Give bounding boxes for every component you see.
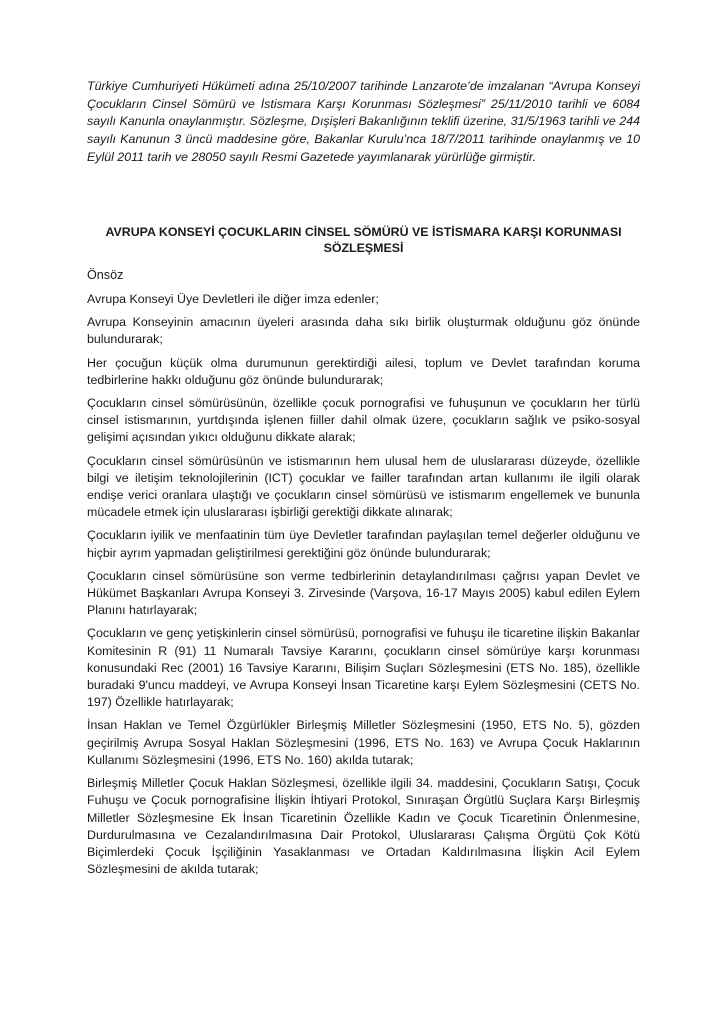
paragraph: Çocukların ve genç yetişkinlerin cinsel sömürüsü, pornografisi ve fuhuşu ile ticaretine ilişkin Bakanlar Komitesinin R (91) 11 Numaralı Tavsiye Kararını, çocukların cinsel sömürüye karşı korunması konusundaki Rec (2001) 16 Tavsiye Kararını, Bilişim Suçları Sözleşmesini (ETS No. 185), özellikle buradaki 9'uncu maddeyi, ve Avrupa Konseyi İnsan Ticaretine karşı Eylem Sözleşmesini (CETS No. 197) Özellikle hatırlayarak; bbox=[87, 626, 640, 710]
paragraph: Çocukların cinsel sömürüsünün, özellikle çocuk pornografisi ve fuhuşunun ve çocukların her türlü cinsel istismarının, yurtdışında işlenen fiiller dahil olmak üzere, çocukların sağlık ve psiko-sosyal gelişimi açısından yıkıcı olduğunu dikkate alarak; bbox=[87, 396, 640, 445]
paragraph: İnsan Haklan ve Temel Özgürlükler Birleşmiş Milletler Sözleşmesini (1950, ETS No. 5), gözden geçirilmiş Avrupa Sosyal Haklan Sözleşmesini (1996, ETS No. 163) ve Avrupa Çocuk Haklarının Kullanımı Sözleşmesini (1996, ETS No. 160) akılda tutarak; bbox=[87, 718, 640, 767]
document-title: AVRUPA KONSEYİ ÇOCUKLARIN CİNSEL SÖMÜRÜ VE İSTİSMARA KARŞI KORUNMASI SÖZLEŞMESİ bbox=[105, 224, 622, 256]
paragraph: Çocukların cinsel sömürüsünün ve istismarının hem ulusal hem de uluslararası düzeyde, özellikle bilgi ve iletişim teknolojilerinin (ICT) çocuklar ve failler tarafından artan kullanımı ile ilgili olarak endişe verici oranlara ulaştığı ve çocukların cinsel sömürüsü ve istismarım engellemek ve bununla mücadele etmek için uluslararası işbirliği gerektiği dikkate alınarak; bbox=[87, 453, 640, 520]
paragraph: Her çocuğun küçük olma durumunun gerektirdiği ailesi, toplum ve Devlet tarafından koruma tedbirlerine hakkı olduğunu göz önünde bulundurarak; bbox=[87, 355, 640, 387]
paragraph: Çocukların cinsel sömürüsüne son verme tedbirlerinin detaylandırılması çağrısı yapan Devlet ve Hükümet Başkanları Avrupa Konseyi 3. Zirvesinde (Varşova, 16-17 Mayıs 2005) kabul edilen Eylem Planını hatırlayarak; bbox=[87, 568, 640, 618]
paragraph: Çocukların iyilik ve menfaatinin tüm üye Devletler tarafından paylaşılan temel değerler olduğunu ve hiçbir ayrım yapmadan geliştirilmesi gerektiğini göz önünde bulundurarak; bbox=[87, 528, 640, 560]
paragraph: Birleşmiş Milletler Çocuk Haklan Sözleşmesi, özellikle ilgili 34. maddesini, Çocukların Satışı, Çocuk Fuhuşu ve Çocuk pornografisine İlişkin İhtiyari Protokol, Sınıraşan Örgütlü Suçlara Karşı Birleşmiş Milletler Sözleşmesine Ek İnsan Ticaretinin Özellikle Kadın ve Çocuk Ticaretinin Önlenmesine, Durdurulmasına ve Cezalandırılmasına Dair Protokol, Uluslararası Çalışma Örgütü Çok Kötü Biçimlerdeki Çocuk İşçiliğinin Yasaklanması ve Ortadan Kaldırılmasına İlişkin Acil Eylem Sözleşmesini de akılda tutarak; bbox=[87, 776, 640, 877]
preamble-heading: Önsöz bbox=[87, 267, 124, 282]
paragraph: Avrupa Konseyi Üye Devletleri ile diğer imza edenler; bbox=[87, 292, 379, 307]
intro-paragraph: Türkiye Cumhuriyeti Hükümeti adına 25/10/2007 tarihinde Lanzarote’de imzalanan “Avrupa Konseyi Çocukların Cinsel Sömürü ve İstismara Karşı Korunması Sözleşmesi” 25/11/2010 tarihli ve 6084 sayılı Kanunla onaylanmıştır. Sözleşme, Dışişleri Bakanlığının teklifi üzerine, 31/5/1963 tarihli ve 244 sayılı Kanunun 3 üncü maddesine göre, Bakanlar Kurulu’nca 18/7/2011 tarihinde onaylanmış ve 10 Eylül 2011 tarih ve 28050 sayılı Resmi Gazetede yayımlanarak yürürlüğe girmiştir. bbox=[87, 79, 640, 164]
document-page bbox=[87, 78, 640, 878]
paragraph: Avrupa Konseyinin amacının üyeleri arasında daha sıkı birlik oluşturmak olduğunu göz önünde bulundurarak; bbox=[87, 315, 640, 347]
